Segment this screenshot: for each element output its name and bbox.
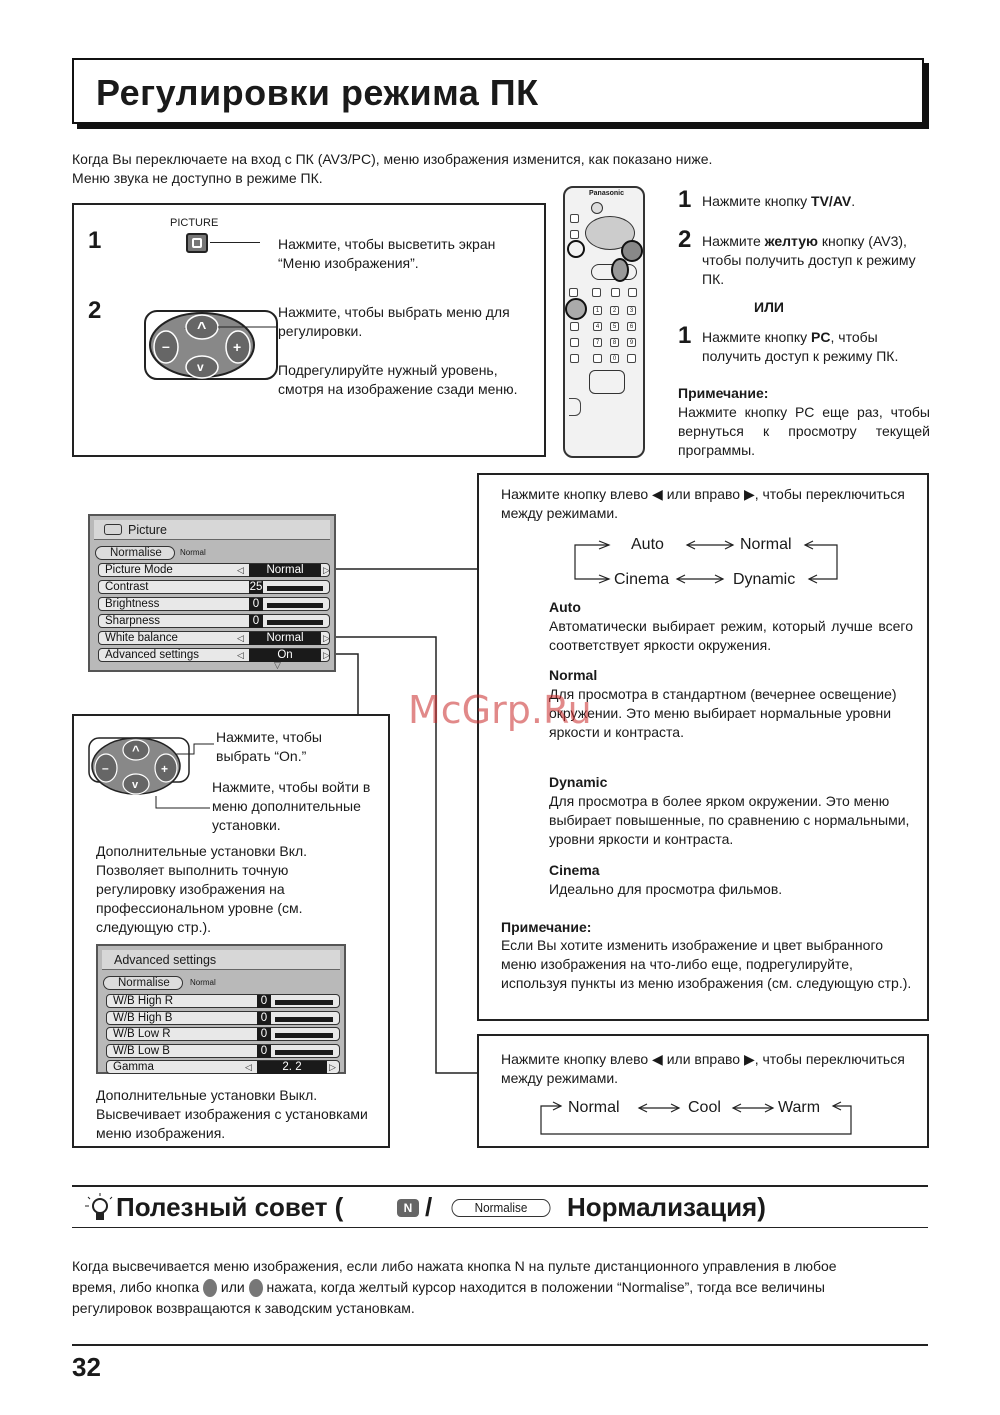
right-step1-text: Нажмите кнопку TV/AV. — [702, 193, 856, 209]
advanced-normal-tag: Normal — [190, 978, 216, 987]
page-title: Регулировки режима ПК — [96, 72, 539, 113]
picture-menu-row-value: 0 — [249, 598, 263, 611]
tip-line3: регулировок возвращаются к заводским установкам. — [72, 1300, 415, 1316]
dynamic-title: Dynamic — [549, 774, 608, 790]
advanced-menu-row[interactable] — [106, 1011, 340, 1025]
auto-title: Auto — [549, 599, 581, 615]
left-arrow-icon[interactable]: ◁ — [237, 650, 244, 660]
advanced-menu-row[interactable] — [106, 1044, 340, 1058]
normal-tag: Normal — [180, 548, 206, 557]
picture-menu-row-label: Advanced settings — [105, 649, 199, 661]
intro-line2: Меню звука не доступно в режиме ПК. — [72, 170, 323, 186]
page-number: 32 — [72, 1352, 101, 1382]
step1-text: Нажмите, чтобы высветить экран “Меню изображения”. — [278, 236, 496, 271]
picture-label: PICTURE — [170, 217, 219, 229]
advanced-menu-row[interactable] — [106, 1060, 340, 1074]
svg-text:–: – — [162, 338, 170, 354]
plus-button-icon — [249, 1279, 263, 1297]
right-step1-number: 1 — [678, 186, 692, 213]
tip-line2: время, либо кнопка или нажата, когда желтый курсор находится в положении “Normalise”, тогда все величины — [72, 1277, 930, 1298]
right-step3-text: Нажмите кнопку PC, чтобы получить доступ к режиму ПК. — [702, 329, 899, 364]
picture-menu-row-label: Brightness — [105, 598, 160, 610]
tip-bottom-rule — [72, 1227, 928, 1228]
advanced-menu-row-slider[interactable] — [275, 1050, 333, 1055]
advanced-on-text: Дополнительные установки Вкл. Позволяет выполнить точную регулировку изображения на профессиональном уровне (см. следующую стр.). — [96, 843, 308, 935]
picture-menu-header: Picture — [128, 523, 167, 537]
tip-line1: Когда высвечивается меню изображения, если либо нажата кнопка N на пульте дистанционного управления в любое — [72, 1258, 837, 1274]
advanced-menu-row[interactable] — [106, 1027, 340, 1041]
advanced-menu-row-value: 0 — [257, 995, 271, 1008]
cinema-title: Cinema — [549, 862, 600, 878]
wb-cool: Cool — [688, 1099, 721, 1116]
n-key-icon: N — [397, 1199, 419, 1217]
right-arrow-icon[interactable]: ▷ — [323, 633, 330, 643]
left-arrow-icon[interactable]: ◁ — [237, 565, 244, 575]
step2-number: 2 — [88, 297, 102, 324]
normalise-pill: Normalise — [452, 1199, 551, 1217]
modes-instruction: Нажмите кнопку влево ◀ или вправо ▶, чтобы переключиться между режимами. — [501, 486, 905, 521]
tip-slash: / — [425, 1192, 433, 1222]
svg-text:^: ^ — [132, 743, 140, 758]
cycle-cinema: Cinema — [614, 571, 670, 588]
wb-instruction: Нажмите кнопку влево ◀ или вправо ▶, чтобы переключиться между режимами. — [501, 1051, 905, 1086]
step1-number: 1 — [88, 227, 102, 254]
lightbulb-icon — [80, 1191, 116, 1225]
right-step2-number: 2 — [678, 226, 692, 253]
picture-menu-row-label: White balance — [105, 632, 178, 644]
minus-button-icon — [203, 1279, 217, 1297]
remote-control: Panasonic 1 2 3 4 5 6 7 8 9 0 — [563, 186, 645, 458]
advanced-menu-row-slider[interactable] — [275, 1017, 333, 1022]
advanced-menu-row-value: 2. 2 — [257, 1061, 327, 1074]
advanced-menu-row-value: 0 — [257, 1028, 271, 1041]
wb-warm: Warm — [778, 1099, 821, 1116]
advanced-text2: Нажмите, чтобы войти в меню дополнительные установки. — [212, 779, 371, 833]
scroll-down-icon: ▽ — [274, 660, 281, 670]
wb-normal: Normal — [568, 1099, 620, 1116]
tip-text — [72, 1256, 930, 1319]
picture-menu-row-value: 0 — [249, 615, 263, 628]
advanced-menu-row-label: W/B High B — [113, 1011, 173, 1024]
tip-top-rule — [72, 1185, 928, 1187]
right-step2-text: Нажмите желтую кнопку (AV3), чтобы получить доступ к режиму ПК. — [702, 233, 916, 287]
picture-menu-row-label: Contrast — [105, 581, 149, 593]
right-step3-number: 1 — [678, 322, 692, 349]
intro-line1: Когда Вы переключаете на вход с ПК (AV3/PC), меню изображения изменится, как показано ниже. — [72, 151, 713, 167]
tip-title-pre: Полезный совет ( — [116, 1192, 344, 1222]
picture-menu-row-value: Normal — [249, 632, 321, 645]
modes-note-title: Примечание: — [501, 919, 592, 935]
picture-menu-row-value: 25 — [249, 581, 263, 593]
cycle-auto: Auto — [631, 536, 664, 553]
right-note-text: Нажмите кнопку PC еще раз, чтобы вернуться к просмотру текущей программы. — [678, 404, 930, 458]
cycle-normal: Normal — [740, 536, 792, 553]
svg-text:+: + — [161, 762, 169, 776]
picture-menu-row-value: On — [249, 649, 321, 662]
advanced-menu-header: Advanced settings — [114, 953, 217, 967]
dynamic-text: Для просмотра в более ярком окружении. Это меню выбирает повышенные, по сравнению с нормальными, уровни яркости и контраста. — [549, 793, 910, 847]
wb-box — [477, 1034, 929, 1148]
cinema-text: Идеально для просмотра фильмов. — [549, 881, 783, 897]
advanced-menu-row-value: 0 — [257, 1012, 271, 1025]
right-arrow-icon[interactable]: ▷ — [323, 565, 330, 575]
remote-brand: Panasonic — [589, 190, 625, 197]
advanced-menu-row-value: 0 — [257, 1045, 271, 1058]
normal-text: Для просмотра в стандартном (вечернее освещение) окружении. Это меню выбирает нормальные уровни яркости и контраста. — [549, 686, 897, 740]
advanced-menu-row-label: W/B Low B — [113, 1044, 170, 1057]
advanced-box — [72, 714, 390, 1148]
picture-menu-row-value: Normal — [249, 564, 321, 577]
cycle-dynamic: Dynamic — [733, 571, 796, 588]
step2-text-a: Нажмите, чтобы выбрать меню для регулировки. — [278, 304, 510, 339]
tip-title-post: Нормализация) — [567, 1192, 766, 1222]
footer-rule — [72, 1344, 928, 1346]
right-arrow-icon[interactable]: ▷ — [329, 1062, 336, 1072]
right-arrow-icon[interactable]: ▷ — [323, 650, 330, 660]
left-arrow-icon[interactable]: ◁ — [245, 1062, 252, 1072]
advanced-menu-row-slider[interactable] — [275, 1000, 333, 1005]
step2-text-b: Подрегулируйте нужный уровень, смотря на изображение сзади меню. — [278, 362, 518, 397]
svg-text:^: ^ — [197, 320, 207, 337]
auto-text: Автоматически выбирает режим, который лучше всего соответствует яркости окружения. — [549, 618, 913, 653]
left-arrow-icon[interactable]: ◁ — [237, 633, 244, 643]
advanced-menu-row[interactable] — [106, 994, 340, 1008]
advanced-off-text: Дополнительные установки Выкл. Высвечивает изображения с установками меню изображения. — [96, 1087, 368, 1141]
advanced-menu-row-label: Gamma — [113, 1061, 154, 1073]
svg-text:v: v — [132, 779, 139, 791]
modes-note-text: Если Вы хотите изменить изображение и цвет выбранного меню изображения на что-либо еще, подрегулируйте, используя пункты из меню изображения (см. следующую стр.). — [501, 937, 912, 991]
advanced-menu-row-label: W/B Low R — [113, 1028, 171, 1040]
svg-text:v: v — [197, 360, 204, 374]
picture-menu-row-label: Picture Mode — [105, 564, 173, 576]
svg-text:–: – — [102, 761, 109, 775]
normal-title: Normal — [549, 667, 598, 683]
or-label: ИЛИ — [754, 299, 784, 315]
advanced-menu-row-label: W/B High R — [113, 995, 174, 1007]
svg-text:+: + — [233, 339, 242, 355]
advanced-normalise-button[interactable]: Normalise — [103, 976, 183, 990]
watermark: McGrp.Ru — [408, 688, 592, 732]
advanced-menu — [96, 944, 346, 1074]
normalise-button[interactable]: Normalise — [95, 546, 175, 560]
advanced-menu-row-slider[interactable] — [275, 1033, 333, 1038]
picture-menu-row-label: Sharpness — [105, 615, 160, 627]
advanced-text1: Нажмите, чтобы выбрать “On.” — [216, 729, 322, 764]
right-note-title: Примечание: — [678, 385, 769, 401]
